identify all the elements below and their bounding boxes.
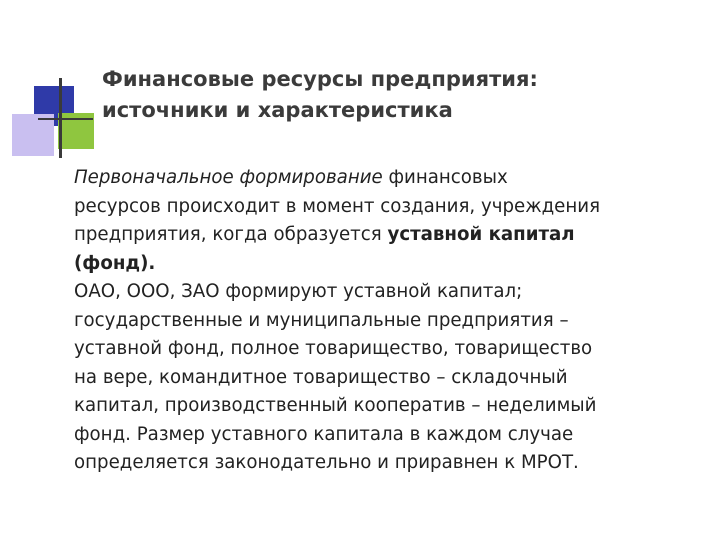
bold-term: уставной капитал xyxy=(387,224,575,245)
slide-body xyxy=(74,164,714,478)
body-line-10: фонд. Размер уставного капитала в каждом случае xyxy=(74,423,574,445)
body-line-7: уставной фонд, полное товарищество, товарищество xyxy=(74,338,593,359)
body-line-1-rest: финансовых xyxy=(382,167,508,188)
title-line-1: Финансовые ресурсы предприятия: xyxy=(102,67,538,91)
body-line-1 xyxy=(74,164,714,193)
italic-phrase: Первоначальное формирование xyxy=(74,167,383,188)
body-line-11: определяется законодательно и приравнен к МРОТ. xyxy=(74,452,579,473)
body-line-8: на вере, командитное товарищество – складочный xyxy=(74,366,568,388)
decor-horizontal-line xyxy=(38,118,93,120)
body-line-9: капитал, производственный кооператив – неделимый xyxy=(74,395,597,416)
decor-lavender-square xyxy=(12,114,54,156)
body-line-3-text: предприятия, когда образуется xyxy=(74,224,388,245)
body-line-5: ОАО, ООО, ЗАО формируют уставной капитал; xyxy=(74,281,523,302)
body-line-3 xyxy=(74,221,714,250)
body-line-2: ресурсов происходит в момент создания, учреждения xyxy=(74,195,601,217)
title-line-2: источники и характеристика xyxy=(102,98,453,122)
body-line-4: (фонд). xyxy=(74,252,156,274)
slide-title xyxy=(102,64,692,126)
body-line-6: государственные и муниципальные предприятия – xyxy=(74,309,569,331)
